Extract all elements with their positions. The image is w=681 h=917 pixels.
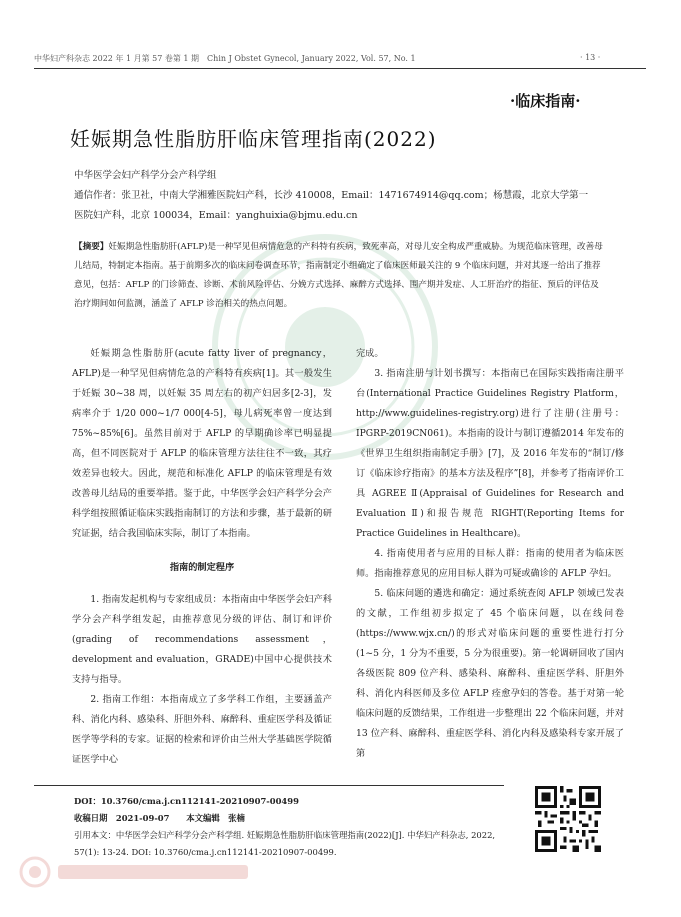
- intro-paragraph: 妊娠期急性脂肪肝(acute fatty liver of pregnancy，AFLP)是一种罕见但病情危急的产科特有疾病[1]。其一般发生于妊娠 30~38 周，以妊娠 35 周左右的初产妇居多[2-3]，发病率介于 1/20 000~1/7 000[4-5]，母儿病死率曾一度达到 75%~85%[6]。虽然目前对于 AFLP 的早期确诊率已明显提高，但不同医院对于 AFLP 的临床管理方法往往不一致，其疗效差异也较大。因此，规范和标准化 AFLP 的临床管理是有效改善母儿结局的重要举措。鉴于此，中华医学会妇产科学分会产科学组按照循证临床实践指南制订的方法和步骤，基于最新的研究证据，结合我国临床实际，制订了本指南。: [72, 348, 332, 539]
- author-org: 中华医学会妇产科学分会产科学组: [74, 170, 217, 181]
- journal-header: 中华妇产科杂志 2022 年 1 月第 57 卷第 1 期 Chin J Obstet Gynecol, January 2022, Vol. 57, No. 1: [34, 54, 416, 63]
- right-column: [356, 344, 624, 764]
- section-heading: 指南的制定程序: [169, 562, 235, 573]
- abstract: [74, 238, 606, 314]
- publisher-logo-icon: [18, 855, 258, 889]
- article-footer: [74, 793, 504, 861]
- procedure-paragraph-3: 3. 指南注册与计划书撰写：本指南已在国际实践指南注册平台(International Practice Guidelines Registry Platform，http://www.guidelines-registry.org)进行了注册(注册号：IPGRP-2019CN061)。本指南的设计与制订遵循2014 年发布的《世界卫生组织指南制定手册》[7]，及 2016 年发布的“制订/修订《临床诊疗指南》的基本方法及程序”[8]，并参考了指南评价工具 AGREE Ⅱ(Appraisal of Guidelines for Research and Evaluation Ⅱ)和报告规范 RIGHT(Reporting Items for Practice Guidelines in Healthcare)。: [356, 368, 624, 539]
- page-number: · 13 ·: [580, 53, 601, 62]
- procedure-paragraph-5: 5. 临床问题的遴选和确定：通过系统查阅 AFLP 领域已发表的文献，工作组初步拟定了 45 个临床问题，以在线问卷(https://www.wjx.cn/)的形式对临床问题的重要性进行打分(1~5 分，1 分为不重要，5 分为很重要)。第一轮调研回收了国内各级医院 809 位产科、感染科、麻醉科、重症医学科、肝胆外科、消化内科医师及多位 AFLP 痊愈孕妇的答卷。基于对第一轮临床问题的反馈结果，工作组进一步整理出 22 个临床问题，并对 13 位产科、麻醉科、重症医学科、消化内科及感染科专家开展了第: [356, 588, 624, 759]
- received-date: 收稿日期 2021-09-07 本文编辑 张楠: [74, 813, 245, 823]
- corresponding-authors: 通信作者：张卫社，中南大学湘雅医院妇产科，长沙 410008，Email：1471674914@qq.com；杨慧霞，北京大学第一医院妇产科，北京 100034，Email：yanghuixia@bjmu.edu.cn: [74, 190, 589, 221]
- qr-code-icon: [535, 786, 601, 852]
- procedure-paragraph-4: 4. 指南使用者与应用的目标人群：指南的使用者为临床医师。指南推荐意见的应用目标人群为可疑或确诊的 AFLP 孕妇。: [356, 548, 624, 579]
- header-rule: [34, 68, 646, 69]
- procedure-paragraph-2: 2. 指南工作组：本指南成立了多学科工作组，主要涵盖产科、消化内科、感染科、肝胆外科、麻醉科、重症医学科及循证医学等学科的专家。证据的检索和评价由兰州大学基础医学院循证医学中心: [72, 694, 332, 765]
- abstract-text: 妊娠期急性脂肪肝(AFLP)是一种罕见但病情危急的产科特有疾病，致死率高，对母儿安全构成严重威胁。为规范临床管理，改善母儿结局，特制定本指南。基于前期多次的临床问卷调查环节，指南制定小组确定了临床医师最关注的 9 个临床问题，并对其逐一给出了推荐意见，包括：AFLP 的门诊筛查、诊断、术前风险评估、分娩方式选择、麻醉方式选择、围产期并发症、人工肝治疗的指征、预后的评估及治疗期间如何监测，涵盖了 AFLP 诊治相关的热点问题。: [74, 242, 603, 309]
- section-label: ·临床指南·: [510, 92, 581, 110]
- left-column: [72, 344, 332, 770]
- article-title: 妊娠期急性脂肪肝临床管理指南(2022): [70, 127, 437, 151]
- footer-rule: [34, 785, 504, 786]
- abstract-label: 【摘要】: [74, 242, 109, 252]
- doi: DOI：10.3760/cma.j.cn112141-20210907-00499: [74, 796, 299, 806]
- author-block: [74, 166, 594, 226]
- citation: 引用本文：中华医学会妇产科学分会产科学组. 妊娠期急性脂肪肝临床管理指南(2022)[J]. 中华妇产科杂志, 2022, 57(1): 13-24. DOI: 10.3760/cma.j.cn112141-20210907-00499.: [74, 830, 496, 857]
- procedure-paragraph-2-end: 完成。: [356, 348, 384, 359]
- procedure-paragraph-1: 1. 指南发起机构与专家组成员：本指南由中华医学会妇产科学分会产科学组发起，由推荐意见分级的评估、制订和评价(grading of recommendations assessment，development and evaluation，GRADE)中国中心提供技术支持与指导。: [72, 594, 332, 685]
